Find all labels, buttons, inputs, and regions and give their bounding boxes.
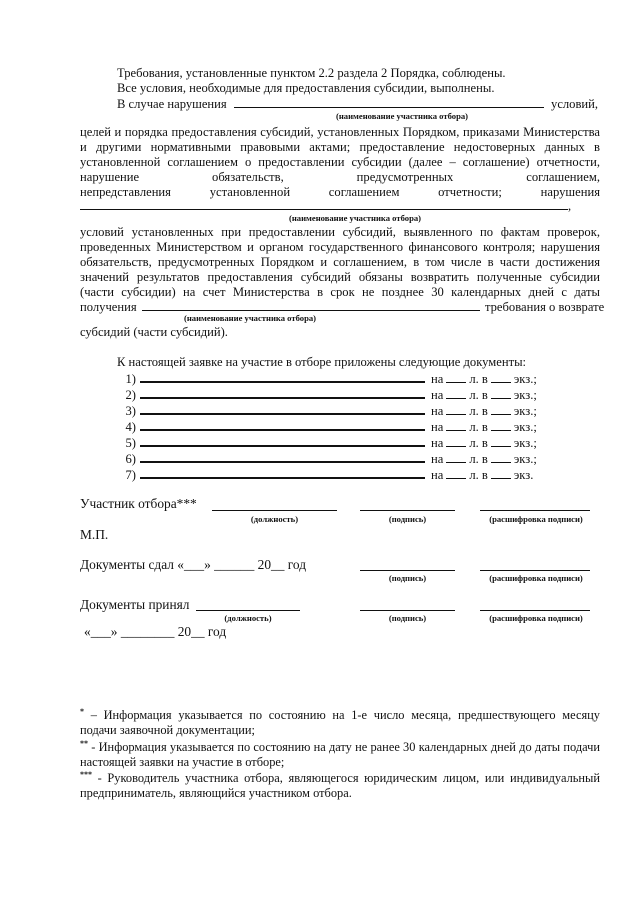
decoding-blank <box>480 570 590 571</box>
paragraph-line: (части субсидии) на счет Министерства в срок не позднее 30 календарных дней с даты <box>80 285 600 299</box>
signature-blank <box>360 510 455 511</box>
receipt-line: получения требования о возврате <box>80 300 605 314</box>
sheets-blank <box>446 403 466 415</box>
paragraph-line: проведенных Министерством и органом государственного финансового контроля; нарушения <box>80 240 600 254</box>
signature-blank <box>360 610 455 611</box>
copies-blank <box>491 403 511 415</box>
paragraph-line: установленной соглашением о предоставлении субсидии (далее – соглашение) отчетности, <box>80 155 600 169</box>
paragraph-line: и другими нормативными правовыми актами; предоставление недостоверных данных в <box>80 140 600 154</box>
decoding-blank <box>480 610 590 611</box>
document-title-blank <box>140 434 425 447</box>
decoding-caption: (расшифровка подписи) <box>489 573 583 583</box>
copies-blank <box>491 451 511 463</box>
document-title-blank <box>140 450 425 463</box>
position-caption: (должность) <box>224 613 272 623</box>
position-caption: (должность) <box>250 514 299 524</box>
decoding-blank <box>480 510 590 511</box>
sheets-blank <box>446 419 466 431</box>
copies-blank <box>491 419 511 431</box>
paragraph-line: нарушение обязательств, предусмотренных соглашением, <box>80 170 600 184</box>
submitted-label: Документы сдал «___» ______ 20__ год <box>80 557 307 572</box>
copies-blank <box>491 387 511 399</box>
sheets-blank <box>446 387 466 399</box>
sheets-blank <box>446 451 466 463</box>
paragraph-line: обязательств, предусмотренных Порядком и соглашением, в том числе в части достижения <box>80 255 600 269</box>
position-blank <box>196 610 300 611</box>
participant-name-blank <box>80 198 568 210</box>
signature-blank <box>360 570 455 571</box>
conditions-line: Все условия, необходимые для предоставления субсидии, выполнены. <box>117 81 495 95</box>
copies-blank <box>491 371 511 383</box>
participant-name-line: , <box>80 198 600 214</box>
document-row: 1) на л. в экз.; <box>125 372 537 386</box>
sheets-blank <box>446 435 466 447</box>
signature-caption: (подпись) <box>388 613 427 623</box>
footnote-2: ** - Информация указывается по состоянию на дату не ранее 30 календарных дней до даты подачи настоящей заявки на участие в отборе; <box>80 739 600 770</box>
sheets-blank <box>446 467 466 479</box>
document-row: 7) на л. в экз. <box>125 468 534 482</box>
document-title-blank <box>140 370 425 383</box>
position-blank <box>212 510 337 511</box>
requirements-line: Требования, установленные пунктом 2.2 раздела 2 Порядка, соблюдены. <box>117 66 506 80</box>
violation-line: В случае нарушения условий, <box>117 97 599 111</box>
participant-name-caption: (наименование участника отбора) <box>335 111 469 121</box>
decoding-caption: (расшифровка подписи) <box>489 613 583 623</box>
document-row: 4) на л. в экз.; <box>125 420 537 434</box>
signature-caption: (подпись) <box>388 514 427 524</box>
document-row: 5) на л. в экз.; <box>125 436 537 450</box>
document-title-blank <box>140 418 425 431</box>
document-row: 2) на л. в экз.; <box>125 388 537 402</box>
participant-name-caption: (наименование участника отбора) <box>288 213 422 223</box>
document-title-blank <box>140 386 425 399</box>
document-row: 3) на л. в экз.; <box>125 404 537 418</box>
document-title-blank <box>140 402 425 415</box>
paragraph-line: значений результатов предоставления субсидий обязаны возвратить полученные субсидии <box>80 270 600 284</box>
signature-caption: (подпись) <box>388 573 427 583</box>
participant-signature-label: Участник отбора*** <box>80 496 197 511</box>
paragraph-line: условий установленных при предоставлении субсидий, выявленного по фактам проверок, <box>80 225 600 239</box>
stamp-label: М.П. <box>80 527 109 542</box>
documents-intro: К настоящей заявке на участие в отборе приложены следующие документы: <box>117 355 527 369</box>
decoding-caption: (расшифровка подписи) <box>489 514 583 524</box>
participant-name-caption: (наименование участника отбора) <box>183 313 317 323</box>
participant-name-blank <box>142 299 480 311</box>
paragraph-line: субсидий (части субсидий). <box>80 325 228 339</box>
accepted-label: Документы принял <box>80 597 190 612</box>
footnote-3: *** - Руководитель участника отбора, являющегося юридическим лицом, или индивидуальный предприниматель, являющийся участником отбора. <box>80 770 600 801</box>
copies-blank <box>491 467 511 479</box>
sheets-blank <box>446 371 466 383</box>
paragraph-line: непредставления установленной соглашением отчетности; нарушения <box>80 185 600 199</box>
accepted-date: «___» ________ 20__ год <box>84 624 227 639</box>
document-title-blank <box>140 466 425 479</box>
footnote-1: * – Информация указывается по состоянию на 1-е число месяца, предшествующего месяцу подачи заявочной документации; <box>80 707 600 738</box>
copies-blank <box>491 435 511 447</box>
document-row: 6) на л. в экз.; <box>125 452 537 466</box>
paragraph-line: целей и порядка предоставления субсидий, установленных Порядком, приказами Министерства <box>80 125 600 139</box>
participant-name-blank <box>234 96 544 108</box>
